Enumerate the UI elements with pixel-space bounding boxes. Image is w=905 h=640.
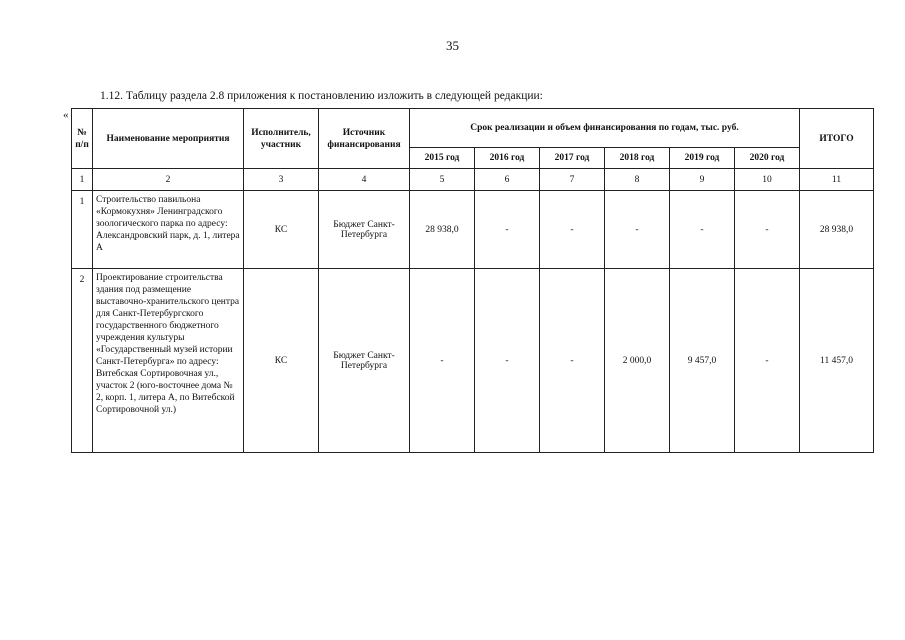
total-value: 28 938,0: [800, 191, 874, 269]
header-year: 2019 год: [670, 148, 735, 169]
year-value: -: [410, 269, 475, 453]
header-period: Срок реализации и объем финансирования по годам, тыс. руб.: [410, 109, 800, 148]
year-value: -: [735, 269, 800, 453]
header-year: 2015 год: [410, 148, 475, 169]
column-number: 3: [244, 169, 319, 191]
column-number: 8: [605, 169, 670, 191]
column-number: 5: [410, 169, 475, 191]
column-number: 10: [735, 169, 800, 191]
executor-cell: КС: [244, 191, 319, 269]
source-cell: Бюджет Санкт-Петербурга: [319, 269, 410, 453]
header-source: Источник финансирования: [319, 109, 410, 169]
header-row: [72, 109, 874, 148]
year-value: -: [475, 269, 540, 453]
activity-name: Строительство павильона «Кормокухня» Ленинградского зоологического парка по адресу: Александровский парк, д. 1, литера А: [93, 191, 244, 269]
row-number: 1: [72, 191, 93, 269]
column-number: 9: [670, 169, 735, 191]
page-number: 35: [446, 38, 459, 53]
column-number: 6: [475, 169, 540, 191]
year-value: -: [540, 191, 605, 269]
activity-name: Проектирование строительства здания под размещение выставочно-хранительского центра для Санкт-Петербургского государственного бюджетного учреждения культуры «Государственный музей истории Санкт-Петербурга» по адресу: Витебская Сортировочная ул., участок 2 (юго-восточнее дома № 2, корп. 1, литера А, по Витебской Сортировочной ул.): [93, 269, 244, 453]
year-value: 2 000,0: [605, 269, 670, 453]
financing-table: [71, 108, 874, 453]
header-num: № п/п: [72, 109, 93, 169]
table-row: [72, 191, 874, 269]
header-total: ИТОГО: [800, 109, 874, 169]
year-value: 28 938,0: [410, 191, 475, 269]
total-value: 11 457,0: [800, 269, 874, 453]
header-year: 2018 год: [605, 148, 670, 169]
column-number: 2: [93, 169, 244, 191]
column-number: 4: [319, 169, 410, 191]
row-number: 2: [72, 269, 93, 453]
header-year: 2020 год: [735, 148, 800, 169]
column-number-row: [72, 169, 874, 191]
column-number: 1: [72, 169, 93, 191]
year-value: -: [670, 191, 735, 269]
column-number: 7: [540, 169, 605, 191]
intro-text: 1.12. Таблицу раздела 2.8 приложения к постановлению изложить в следующей редакции:: [100, 90, 543, 102]
header-year: 2016 год: [475, 148, 540, 169]
year-value: 9 457,0: [670, 269, 735, 453]
opening-quote-mark: «: [63, 109, 69, 121]
column-number: 11: [800, 169, 874, 191]
executor-cell: КС: [244, 269, 319, 453]
header-executor: Исполнитель, участник: [244, 109, 319, 169]
header-year: 2017 год: [540, 148, 605, 169]
year-value: -: [735, 191, 800, 269]
year-value: -: [540, 269, 605, 453]
header-name: Наименование мероприятия: [93, 109, 244, 169]
source-cell: Бюджет Санкт-Петербурга: [319, 191, 410, 269]
year-value: -: [605, 191, 670, 269]
year-value: -: [475, 191, 540, 269]
table-row: [72, 269, 874, 453]
